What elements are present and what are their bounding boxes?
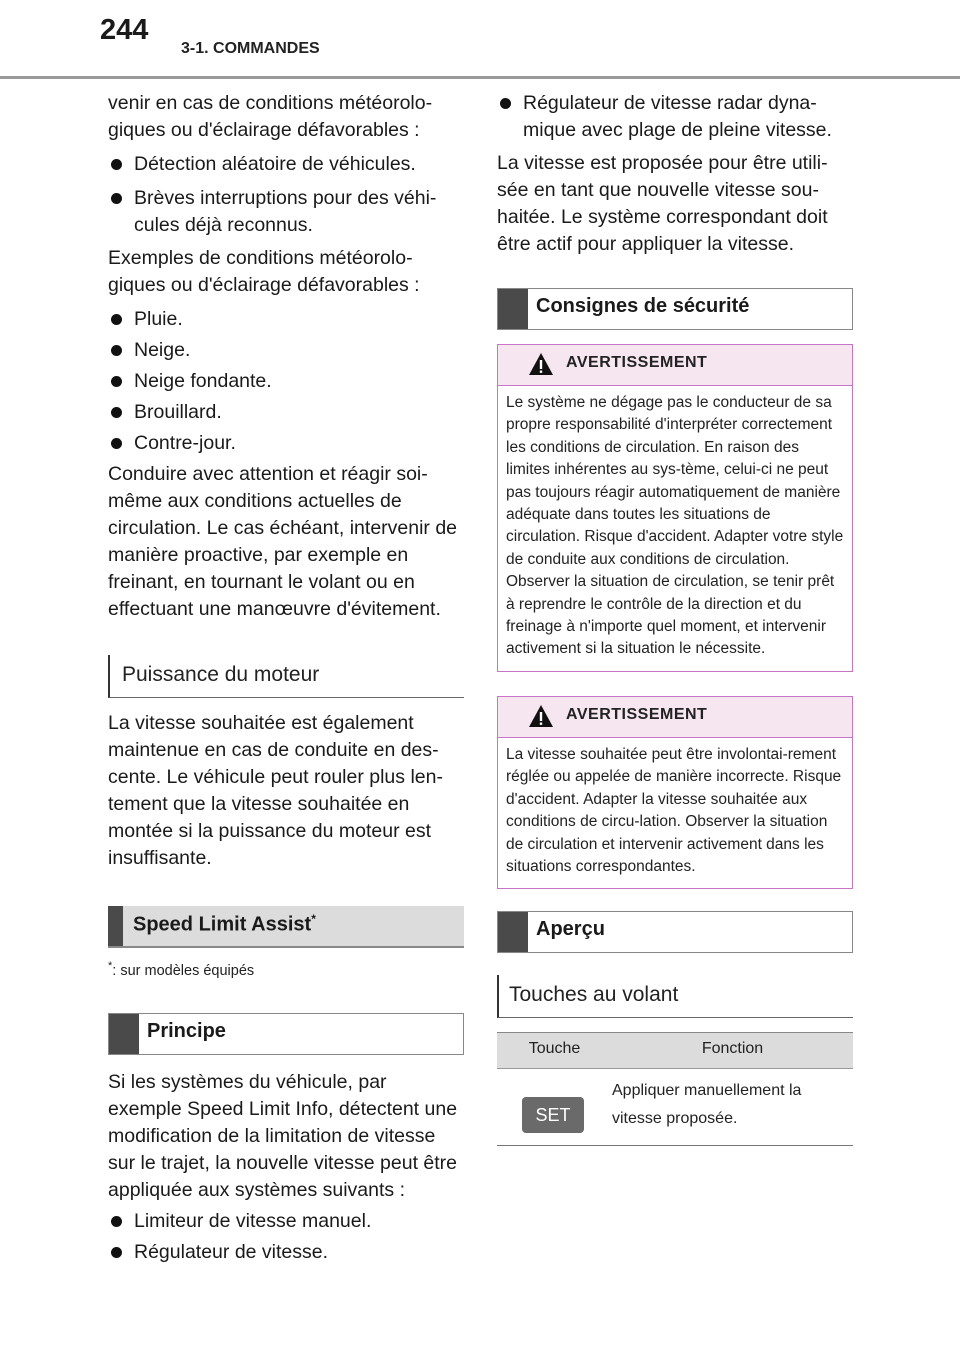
bullet-random-detection: Détection aléatoire de véhicules. [108,151,464,178]
bullet-cruise-control: Régulateur de vitesse. [108,1239,464,1266]
warning-box-2 [497,696,853,889]
intro-text: venir en cas de conditions météorolo-giques ou d'éclairage défavorables : [108,92,433,141]
bullet-fog: Brouillard. [108,399,464,426]
principle-text: Si les systèmes du véhicule, par exemple Speed Limit Info, détectent une modification de la limitation de vitesse sur le trajet, la nouvelle vitesse peut être appliquée aux systèmes suivants : [108,1070,458,1201]
function-cell: Appliquer manuellement la vitesse proposée. [612,1082,802,1128]
warning-header [498,345,852,386]
heading-block [498,289,528,329]
proposed-speed-text: La vitesse est proposée pour être utili-sée en tant que nouvelle vitesse sou-haitée. Le système correspondant doit être actif pour appliquer la vitesse. [497,152,828,255]
warning-text: La vitesse souhaitée peut être involontai-rement réglée ou appelée de manière incorrecte. Risque d'accident. Adapter la vitesse souhaitée aux conditions de circu-lation. Observer la situation de circulation et intervenir activement dans les situations correspondantes. [506,745,842,875]
table-header [497,1032,853,1068]
drive-attentively-text: Conduire avec attention et réagir soi-même aux conditions actuelles de circulation. Le cas échéant, intervenir de manière proactive, par exemple en freinant, en tournant le volant ou en effectuant une manœuvre d'évitement. [108,463,458,620]
speed-limit-assist-title: Speed Limit Assist [133,913,312,936]
set-button-icon: SET [522,1097,584,1133]
right-column [497,90,853,1146]
buttons-table [497,1032,853,1146]
table-row [497,1068,853,1145]
warning-text: Le système ne dégage pas le conducteur de sa propre responsabilité d'interpréter correctement les conditions de circulation. En raison des limites inhérentes au sys-tème, celui-ci ne peut pas toujours réagir automatiquement de manière adéquate dans toutes les situations de circulation. Risque d'accident. Adapter votre style de conduite aux conditions de circulation. Observer la situation de circulation, se tenir prêt à reprendre le contrôle de la direction et du freinage à n'importe quel moment, et intervenir activement si la situation le nécessite. [506,394,844,658]
bullet-snow: Neige. [108,337,464,364]
header-divider [0,76,960,79]
bullet-sleet: Neige fondante. [108,368,464,395]
steering-buttons-heading: Touches au volant [497,975,853,1018]
principle-title: Principe [147,1019,226,1042]
footnote [108,960,464,979]
left-column [108,90,464,1266]
heading-block [108,906,123,946]
bullet-backlight: Contre-jour. [108,430,464,457]
warning-label: AVERTISSEMENT [566,354,708,371]
overview-heading [497,911,853,953]
warning-box-1 [497,344,853,672]
column-header-function: Fonction [701,1040,764,1058]
heading-block [498,912,528,952]
bullet-radar-cruise: Régulateur de vitesse radar dyna-mique avec plage de pleine vitesse. [497,90,853,144]
principle-heading [108,1013,464,1055]
footnote-text: : sur modèles équipés [112,962,255,979]
warning-label: AVERTISSEMENT [566,705,708,723]
warning-triangle-icon [528,704,554,728]
asterisk: * [311,912,316,926]
engine-power-heading: Puissance du moteur [108,655,464,698]
speed-limit-assist-heading [108,906,464,948]
column-header-key: Touche [528,1040,581,1058]
bullet-manual-limiter: Limiteur de vitesse manuel. [108,1208,464,1235]
overview-title: Aperçu [536,918,605,941]
page-number: 244 [100,14,149,46]
footnote-mark: * [108,960,113,972]
section-title: 3-1. COMMANDES [181,40,320,57]
bullet-rain: Pluie. [108,306,464,333]
examples-intro: Exemples de conditions météorolo-giques ou d'éclairage défavorables : [108,247,420,296]
safety-title: Consignes de sécurité [536,295,750,317]
heading-block [109,1014,139,1054]
warning-triangle-icon [528,352,554,376]
safety-heading [497,288,853,330]
engine-power-text: La vitesse souhaitée est également maintenue en cas de conduite en des-cente. Le véhicule peut rouler plus len-tement que la vitesse souhaitée en montée si la puissance du moteur est insuffisante. [108,712,443,869]
bullet-short-interruptions: Brèves interruptions pour des véhi-cules déjà reconnus. [108,185,464,239]
warning-header [498,697,852,738]
